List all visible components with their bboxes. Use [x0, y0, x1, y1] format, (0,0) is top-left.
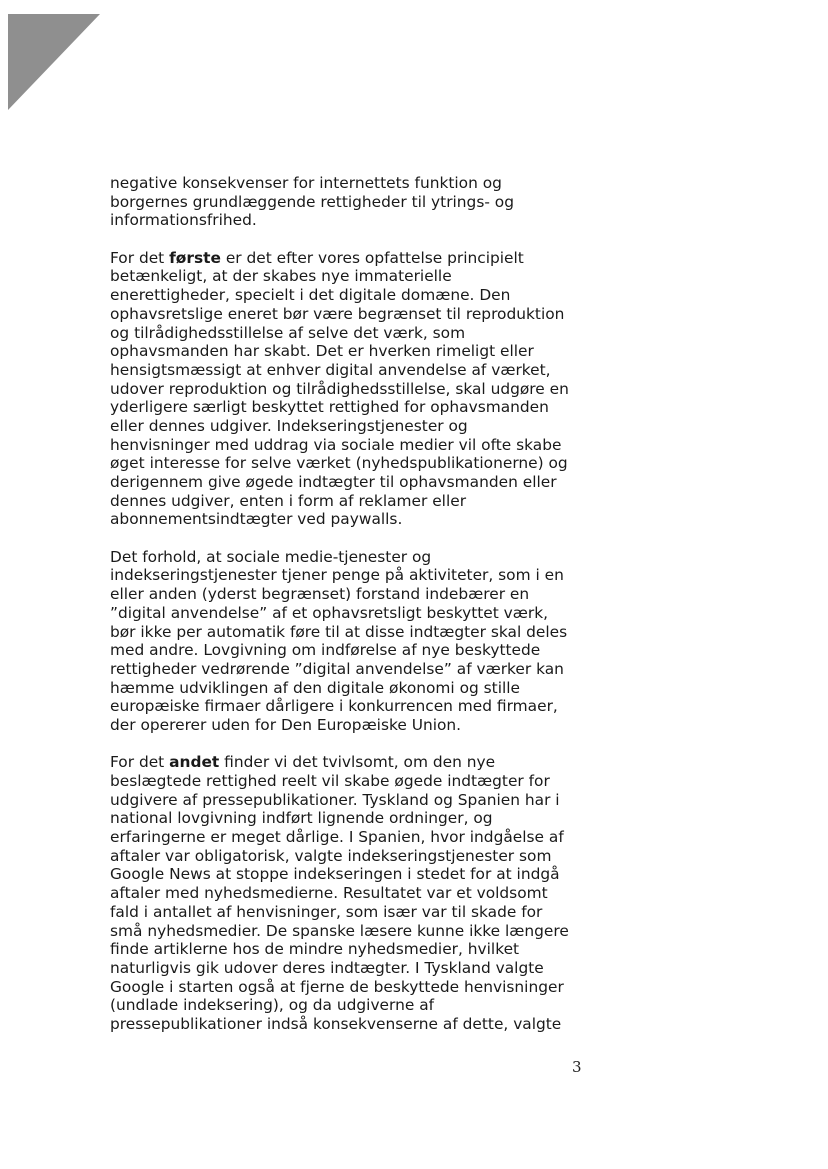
lead-rest-text: finder vi det tvivlsomt, om den nye — [219, 753, 496, 772]
emphasis-first: første — [169, 248, 221, 267]
text-line: yderligere særligt beskyttet rettighed for ophavsmanden — [110, 398, 549, 417]
lead-text: For det — [110, 753, 170, 772]
text-line: der opererer uden for Den Europæiske Union. — [110, 715, 462, 734]
text-line: ophavsretslige eneret bør være begrænset til reproduktion — [110, 304, 565, 323]
text-line: abonnementsindtægter ved paywalls. — [110, 510, 403, 529]
text-line: europæiske firmaer dårligere i konkurrencen med firmaer, — [110, 697, 558, 716]
text-line: Det forhold, at sociale medie-tjenester og — [110, 547, 432, 566]
text-line: hensigtsmæssigt at enhver digital anvendelse af værket, — [110, 360, 551, 379]
text-line: national lovgivning indført lignende ordninger, og — [110, 809, 493, 828]
text-line: (undlade indeksering), og da udgiverne af — [110, 996, 435, 1015]
text-line: betænkeligt, at der skabes nye immaterielle — [110, 267, 452, 286]
lead-text: For det — [110, 248, 170, 267]
text-line: finde artiklerne hos de mindre nyhedsmedier, hvilket — [110, 940, 520, 959]
text-line: rettigheder vedrørende ”digital anvendelse” af værker kan — [110, 659, 564, 678]
text-line: beslægtede rettighed reelt vil skabe øgede indtægter for — [110, 772, 550, 790]
text-line: enerettigheder, specielt i det digitale domæne. Den — [110, 286, 511, 305]
text-line: Google i starten også at fjerne de beskyttede henvisninger — [110, 977, 564, 996]
text-line: derigennem give øgede indtægter til ophavsmanden eller — [110, 473, 557, 491]
text-line: Google News at stoppe indekseringen i stedet for at indgå — [110, 865, 560, 884]
paragraph-3 — [110, 548, 600, 735]
paragraph-4 — [110, 753, 600, 1033]
page-corner-fold-icon — [8, 14, 100, 110]
text-line-lead — [110, 249, 600, 268]
text-line: dennes udgiver, enten i form af reklamer eller — [110, 491, 467, 510]
text-line: og tilrådighedsstillelse af selve det værk, som — [110, 323, 466, 342]
text-line: eller dennes udgiver. Indekseringstjenester og — [110, 416, 468, 435]
text-line: hæmme udviklingen af den digitale økonomi og stille — [110, 678, 521, 697]
text-line: negative konsekvenser for internettets funktion og — [110, 174, 502, 192]
paragraph-2 — [110, 249, 600, 529]
text-line: øget interesse for selve værket (nyhedspublikationerne) og — [110, 454, 568, 473]
text-line: udover reproduktion og tilrådighedsstillelse, skal udgøre en — [110, 379, 569, 398]
text-line: henvisninger med uddrag via sociale medier vil ofte skabe — [110, 435, 562, 454]
text-line: ophavsmanden har skabt. Det er hverken rimeligt eller — [110, 342, 534, 361]
text-line: informationsfrihed. — [110, 211, 257, 230]
text-line: erfaringerne er meget dårlige. I Spanien, hvor indgåelse af — [110, 828, 564, 847]
text-line: indekseringstjenester tjener penge på aktiviteter, som i en — [110, 566, 564, 585]
lead-rest-text: er det efter vores opfattelse principielt — [220, 248, 524, 267]
text-line: fald i antallet af henvisninger, som især var til skade for — [110, 902, 543, 921]
text-line: eller anden (yderst begrænset) forstand indebærer en — [110, 585, 530, 604]
text-line: aftaler med nyhedsmedierne. Resultatet var et voldsomt — [110, 884, 548, 903]
text-line: aftaler var obligatorisk, valgte indekseringstjenester som — [110, 846, 552, 865]
text-line: med andre. Lovgivning om indførelse af nye beskyttede — [110, 641, 541, 660]
emphasis-second: andet — [169, 753, 220, 772]
paragraph-1 — [110, 174, 600, 230]
text-line: små nyhedsmedier. De spanske læsere kunne ikke længere — [110, 921, 569, 940]
document-body — [110, 174, 600, 1052]
text-line: pressepublikationer indså konsekvenserne af dette, valgte — [110, 1014, 562, 1033]
text-line: borgernes grundlæggende rettigheder til ytrings- og — [110, 192, 514, 211]
text-line: ”digital anvendelse” af et ophavsretsligt beskyttet værk, — [110, 603, 549, 622]
text-line-lead — [110, 753, 600, 772]
text-line: naturligvis gik udover deres indtægter. I Tyskland valgte — [110, 958, 544, 977]
text-line: udgivere af pressepublikationer. Tyskland og Spanien har i — [110, 790, 560, 809]
page-number: 3 — [572, 1058, 582, 1076]
text-line: bør ikke per automatik føre til at disse indtægter skal deles — [110, 622, 568, 641]
